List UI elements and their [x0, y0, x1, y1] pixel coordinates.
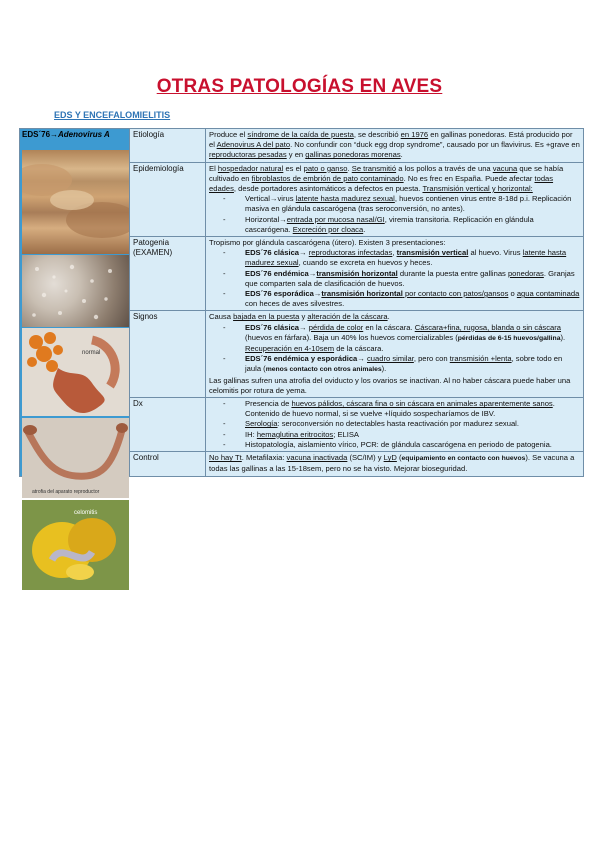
side-title: EDS´76→Adenovirus A — [22, 130, 110, 139]
normal-photo-label: normal — [82, 350, 101, 356]
atrophy-photo — [22, 418, 129, 498]
atrophy-photo-label: atrofia del aparato reproductor — [32, 489, 100, 495]
label-signos: Signos — [130, 311, 206, 398]
label-etiologia: Etiología — [130, 129, 206, 163]
content-epidemiologia: El hospedador natural es el pato o ganso. Se transmitió a los pollos a través de una vacuna que se había cultivado en fibroblastos de embrión de pato contaminado. No es frec en España. Puede afectar todas edades, desde portadores asintomáticos a defectos en puesta. Transmisión vertical y horizontal: - Vertical→virus latente hasta madurez sexual, huevos contienen virus entre 8-18d p.i. Replicación masiva en glándula cascarógena (tras seroconversión, no antes). - Horizontal→entrada por mucosa nasal/GI, viremia transitoria. Replicación en glándula cascarógena. Excreción por cloaca. — [206, 162, 584, 236]
list-item: - EDS´76 clásica→ reproductoras infectadas, transmisión vertical al huevo. Virus latente hasta madurez sexual, cuando se excreta en huevos y heces. — [245, 248, 580, 268]
list-item: - Vertical→virus latente hasta madurez sexual, huevos contienen virus entre 8-18d p.i. Replicación masiva en glándula cascarógena (tras seroconversión, no antes). — [245, 194, 580, 214]
list-item: - Histopatología, aislamiento vírico, PCR: de glándula cascarógena en periodo de patogenia. — [245, 440, 580, 450]
list-item: - Serología: seroconversión no detectables hasta reactivación por madurez sexual. — [245, 419, 580, 429]
label-control: Control — [130, 452, 206, 476]
label-dx: Dx — [130, 398, 206, 452]
celomitis-photo — [22, 500, 129, 590]
label-epidemiologia: Epidemiología — [130, 162, 206, 236]
list-item: - EDS´76 clásica→ pérdida de color en la cáscara. Cáscara+fina, rugosa, blanda o sin cáscara (huevos en fárfara). Baja un 40% los huevos comercializables (pérdidas de 6-15 huevos/gallina). Recuperación en 4-10sem de la cáscara. — [245, 323, 580, 355]
eggshell-photo — [22, 255, 129, 327]
content-control: No hay Tt. Metafilaxia: vacuna inactivada (SC/IM) y LyD (equipamiento en contacto con huevos). Se vacuna a todas las gallinas a las 15-18sem, pero no se ha visto. Mejorar bioseguridad. — [206, 452, 584, 476]
list-item: - EDS´76 endémica y esporádica→ cuadro similar, pero con transmisión +lenta, sobre todo en jaula (menos contacto con otros animales). — [245, 354, 580, 375]
pathology-table — [19, 128, 584, 516]
row-etiologia — [20, 129, 584, 163]
list-item: - Horizontal→entrada por mucosa nasal/GI, viremia transitoria. Replicación en glándula cascarógena. Excreción por cloaca. — [245, 215, 580, 235]
celomitis-photo-label: celomitis — [74, 510, 98, 516]
list-item: - IH: hemaglutina eritrocitos; ELISA — [245, 430, 580, 440]
label-patogenia: Patogenia (EXAMEN) — [130, 237, 206, 311]
content-etiologia: Produce el síndrome de la caída de puesta, se describió en 1976 en gallinas ponedoras. Está producido por el Adenovirus A del pato. No confundir con “duck egg drop syndrome”, causado por un flavivirus. Es +grave en reproductoras pesadas y en gallinas ponedoras morenas. — [206, 129, 584, 163]
section-title: EDS Y ENCEFALOMIELITIS — [54, 110, 171, 120]
oviduct-photo — [22, 150, 129, 254]
list-item: - Presencia de huevos pálidos, cáscara fina o sin cáscara en animales aparentemente sanos. Contenido de huevo normal, si se vuelve +líquido sospecharíamos de IBV. — [245, 399, 580, 419]
page-title: OTRAS PATOLOGÍAS EN AVES — [156, 76, 443, 97]
content-patogenia: Tropismo por glándula cascarógena (útero). Existen 3 presentaciones: - EDS´76 clásica→ reproductoras infectadas, transmisión vertical al huevo. Virus latente hasta madurez sexual, cuando se excreta en huevos y heces. - EDS´76 endémica→transmisión horizontal durante la puesta entre gallinas ponedoras. Granjas que comparten sala de clasificación de huevos. - EDS´76 esporádica→transmisión horizontal por contacto con patos/gansos o agua contaminada con heces de aves silvestres. — [206, 237, 584, 311]
normal-ovary-photo — [22, 328, 129, 416]
content-signos: Causa bajada en la puesta y alteración de la cáscara. - EDS´76 clásica→ pérdida de color en la cáscara. Cáscara+fina, rugosa, blanda o sin cáscara (huevos en fárfara). Baja un 40% los huevos comercializables (pérdidas de 6-15 huevos/gallina). Recuperación en 4-10sem de la cáscara. - EDS´76 endémica y esporádica→ cuadro similar, pero con transmisión +lenta, sobre todo en jaula (menos contacto con otros animales). Las gallinas sufren una atrofia del oviducto y los ovarios se inactivan. Al no haber cáscara puede haber una celomitis por rotura de yema. — [206, 311, 584, 398]
content-dx — [206, 398, 584, 452]
list-item: - EDS´76 endémica→transmisión horizontal durante la puesta entre gallinas ponedoras. Granjas que comparten sala de clasificación de huevos. — [245, 269, 580, 289]
list-item: - EDS´76 esporádica→transmisión horizontal por contacto con patos/gansos o agua contaminada con heces de aves silvestres. — [245, 289, 580, 309]
side-panel — [20, 129, 130, 516]
